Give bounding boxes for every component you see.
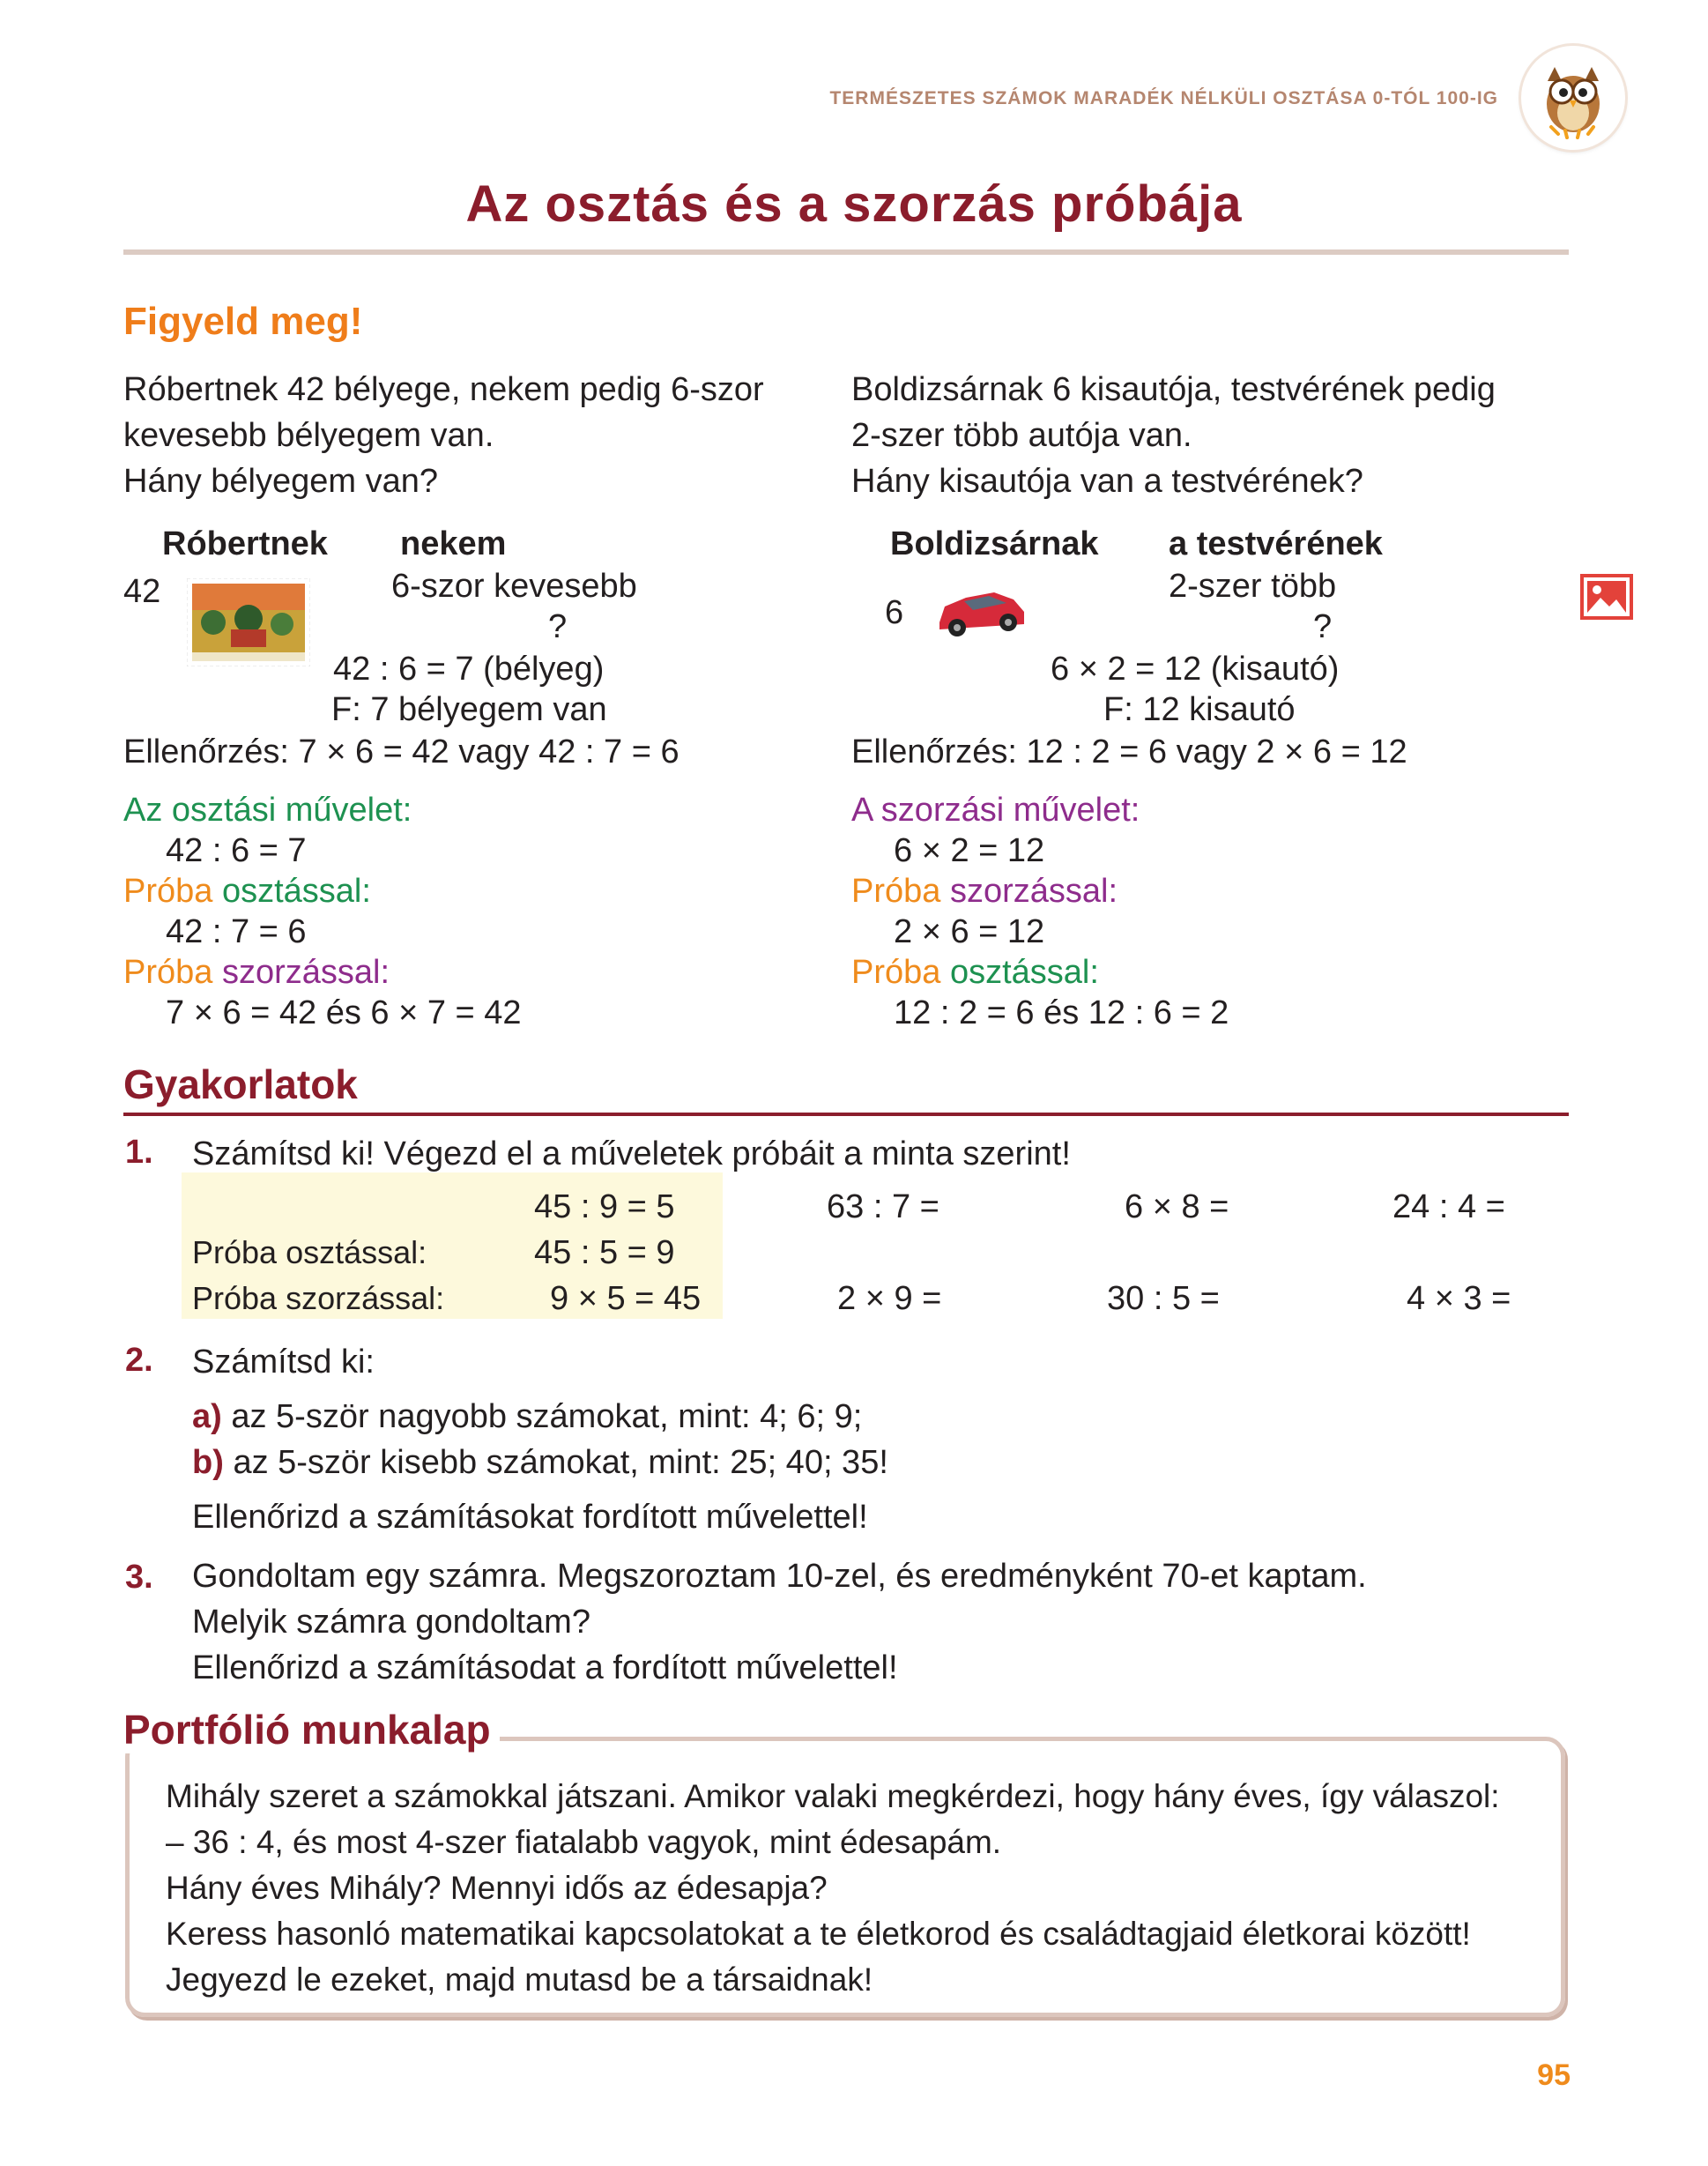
left-proof1: 42 : 7 = 6 xyxy=(166,913,307,950)
left-problem-line: kevesebb bélyegem van. xyxy=(123,417,494,454)
exercise-3-line: Melyik számra gondoltam? xyxy=(192,1604,590,1641)
exercise-3-line: Ellenőrizd a számításodat a fordított művelettel! xyxy=(192,1649,898,1686)
right-proof2: 12 : 2 = 6 és 12 : 6 = 2 xyxy=(894,994,1229,1031)
left-calc: 42 : 6 = 7 (bélyeg) xyxy=(333,651,605,688)
exercise-1-text: Számítsd ki! Végezd el a műveletek próbáit a minta szerint! xyxy=(192,1135,1071,1172)
right-problem xyxy=(851,367,1496,504)
right-relation: 2-szer több xyxy=(1169,568,1337,605)
exercise-2-text: Számítsd ki: xyxy=(192,1344,375,1381)
right-check: Ellenőrzés: 12 : 2 = 6 vagy 2 × 6 = 12 xyxy=(851,733,1407,770)
sample-label-3: Próba szorzással: xyxy=(192,1280,445,1316)
right-question-mark: ? xyxy=(1313,608,1333,645)
sample-row-3: 9 × 5 = 45 xyxy=(550,1280,702,1317)
left-col1-head: Róbertnek xyxy=(162,525,328,562)
left-check: Ellenőrzés: 7 × 6 = 42 vagy 42 : 7 = 6 xyxy=(123,733,679,770)
portfolio-title: Portfólió munkalap xyxy=(123,1706,500,1753)
exercise-number: 1. xyxy=(125,1134,153,1171)
running-header: TERMÉSZETES SZÁMOK MARADÉK NÉLKÜLI OSZTÁSA 0-TÓL 100-IG xyxy=(829,88,1498,108)
left-answer: F: 7 bélyegem van xyxy=(331,691,607,728)
owl-mascot-icon xyxy=(1521,46,1625,150)
exercise-2a: a) az 5-ször nagyobb számokat, mint: 4; 6; 9; xyxy=(192,1398,863,1435)
exercise-2b: b) az 5-ször kisebb számokat, mint: 25; 40; 35! xyxy=(192,1444,888,1481)
left-problem-line: Hány bélyegem van? xyxy=(123,463,438,500)
right-proof1: 2 × 6 = 12 xyxy=(894,913,1045,950)
right-proof1-label: Próba szorzással: xyxy=(851,873,1118,910)
task-cell: 30 : 5 = xyxy=(1107,1280,1220,1317)
right-answer: F: 12 kisautó xyxy=(1103,691,1296,728)
left-problem xyxy=(123,367,764,504)
car-image xyxy=(932,571,1029,651)
left-relation: 6-szor kevesebb xyxy=(391,568,637,605)
stamp-image xyxy=(187,578,310,666)
task-cell: 2 × 9 = xyxy=(837,1280,942,1317)
task-cell: 6 × 8 = xyxy=(1125,1188,1229,1225)
exercises-heading: Gyakorlatok xyxy=(123,1061,358,1107)
exercise-2-check: Ellenőrizd a számításokat fordított művelettel! xyxy=(192,1499,868,1536)
sample-label-2: Próba osztással: xyxy=(192,1234,427,1270)
left-value: 42 xyxy=(123,573,161,610)
exercise-number: 3. xyxy=(125,1559,153,1596)
left-proof2: 7 × 6 = 42 és 6 × 7 = 42 xyxy=(166,994,522,1031)
page-number: 95 xyxy=(1537,2058,1571,2092)
portfolio-line: – 36 : 4, és most 4-szer fiatalabb vagyok, mint édesapám. xyxy=(166,1824,1002,1860)
sample-row-1: 45 : 9 = 5 xyxy=(534,1188,675,1225)
right-problem-line: Hány kisautója van a testvérének? xyxy=(851,463,1363,500)
right-col1-head: Boldizsárnak xyxy=(890,525,1099,562)
image-gallery-icon[interactable] xyxy=(1579,573,1634,621)
left-col2-head: nekem xyxy=(400,525,507,562)
left-proof1-label: Próba osztással: xyxy=(123,873,371,910)
right-problem-line: 2-szer több autója van. xyxy=(851,417,1192,454)
left-proof2-label: Próba szorzással: xyxy=(123,954,390,991)
right-proof2-label: Próba osztással: xyxy=(851,954,1099,991)
portfolio-line: Mihály szeret a számokkal játszani. Amikor valaki megkérdezi, hogy hány éves, így válaszol: xyxy=(166,1778,1500,1814)
task-cell: 63 : 7 = xyxy=(827,1188,939,1225)
exercises-divider xyxy=(123,1113,1569,1116)
page-title: Az osztás és a szorzás próbája xyxy=(465,175,1243,233)
sample-row-2: 45 : 5 = 9 xyxy=(534,1234,675,1271)
right-problem-line: Boldizsárnak 6 kisautója, testvérének pedig xyxy=(851,371,1496,408)
left-op: 42 : 6 = 7 xyxy=(166,832,307,869)
right-col2-head: a testvérének xyxy=(1169,525,1383,562)
task-cell: 24 : 4 = xyxy=(1392,1188,1505,1225)
observe-heading: Figyeld meg! xyxy=(123,300,363,343)
portfolio-line: Jegyezd le ezeket, majd mutasd be a társaidnak! xyxy=(166,1961,873,1998)
portfolio-line: Hány éves Mihály? Mennyi idős az édesapja? xyxy=(166,1870,828,1906)
task-cell: 4 × 3 = xyxy=(1407,1280,1511,1317)
exercise-3-text xyxy=(192,1553,1367,1691)
right-op: 6 × 2 = 12 xyxy=(894,832,1045,869)
left-problem-line: Róbertnek 42 bélyege, nekem pedig 6-szor xyxy=(123,371,764,408)
left-op-label: Az osztási művelet: xyxy=(123,792,412,829)
left-question-mark: ? xyxy=(548,608,568,645)
right-op-label: A szorzási művelet: xyxy=(851,792,1140,829)
exercise-number: 2. xyxy=(125,1342,153,1379)
right-calc: 6 × 2 = 12 (kisautó) xyxy=(1051,651,1340,688)
right-value: 6 xyxy=(885,594,904,631)
portfolio-line: Keress hasonló matematikai kapcsolatokat a te életkorod és családtagjaid életkorai között! xyxy=(166,1916,1471,1952)
portfolio-text xyxy=(166,1774,1500,2003)
title-divider xyxy=(123,249,1569,255)
exercise-3-line: Gondoltam egy számra. Megszoroztam 10-zel, és eredményként 70-et kaptam. xyxy=(192,1558,1367,1595)
